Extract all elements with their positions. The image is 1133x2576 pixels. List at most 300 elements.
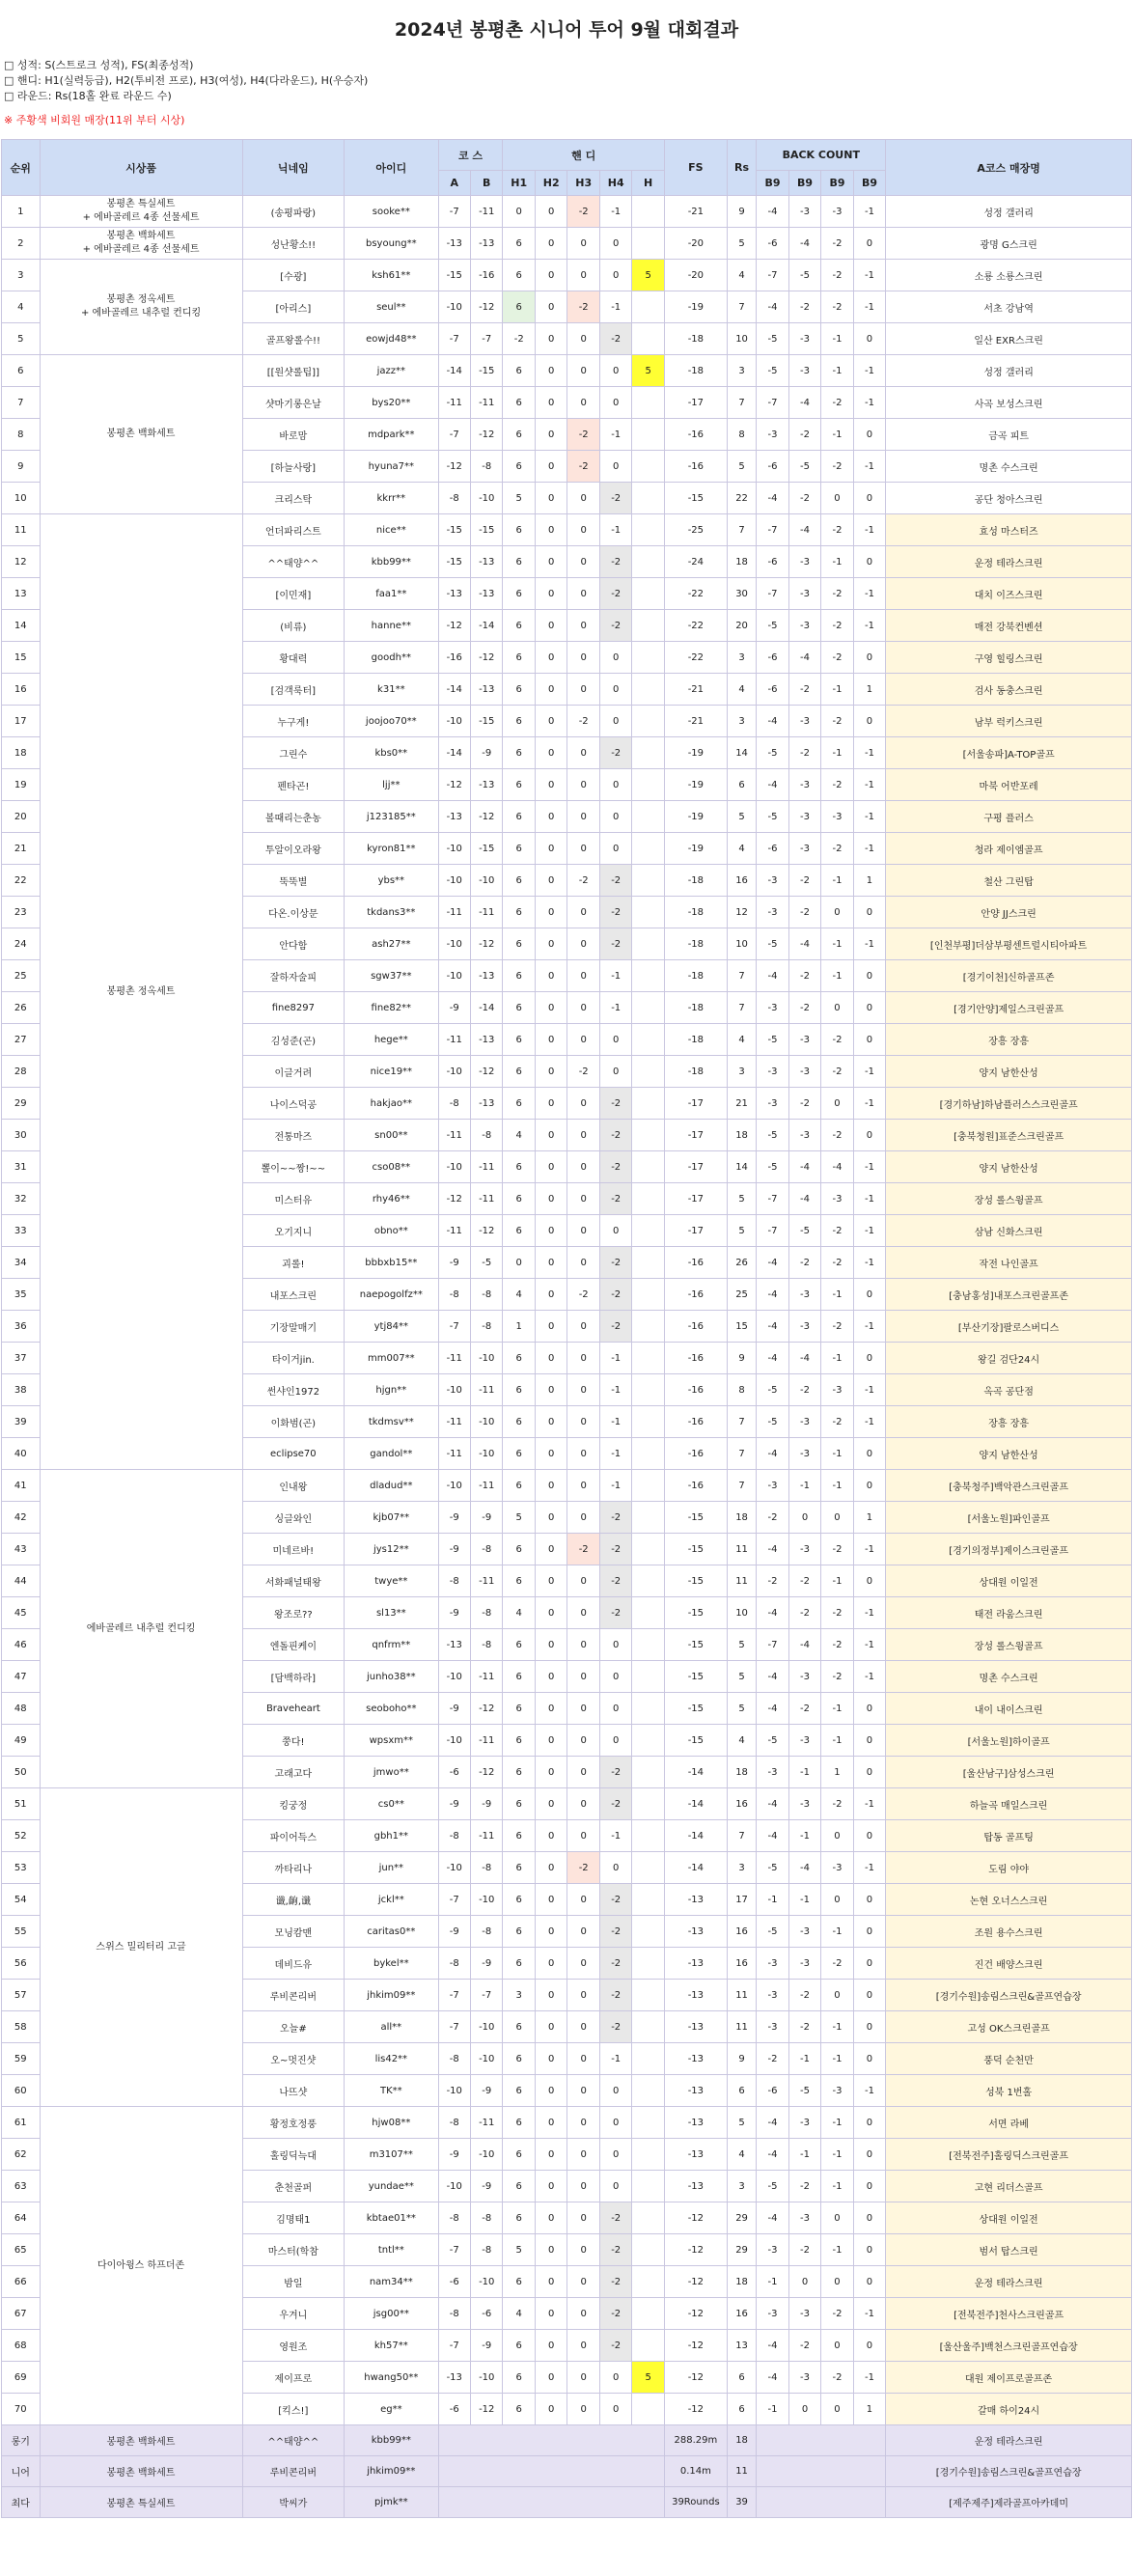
rank-cell: 18 <box>2 737 41 769</box>
rank-cell: 15 <box>2 642 41 674</box>
handi-h4-cell: 0 <box>599 1629 631 1661</box>
handi-h2-cell: 0 <box>535 1311 566 1343</box>
id-cell: wpsxm** <box>345 1725 438 1757</box>
backcount-cell: -3 <box>757 1470 788 1502</box>
handi-h3-cell: 0 <box>567 2266 599 2298</box>
table-body <box>2 196 1132 2518</box>
store-cell: 명촌 수스크린 <box>886 1661 1132 1693</box>
backcount-cell: -2 <box>821 1534 853 1565</box>
backcount-cell: -3 <box>757 1088 788 1120</box>
fs-cell: -14 <box>664 1788 727 1820</box>
course-b-cell: -7 <box>471 1980 503 2011</box>
backcount-cell: -7 <box>757 514 788 546</box>
handi-h1-cell: 6 <box>503 355 535 387</box>
id-cell: hanne** <box>345 610 438 642</box>
backcount-cell: -1 <box>853 1852 886 1884</box>
handi-h1-cell: 6 <box>503 674 535 706</box>
course-b-cell: -10 <box>471 1406 503 1438</box>
store-cell: 사곡 보성스크린 <box>886 387 1132 419</box>
course-a-cell: -7 <box>438 2330 470 2362</box>
course-b-cell: -12 <box>471 928 503 960</box>
handi-h-cell <box>632 1980 664 2011</box>
course-b-cell: -9 <box>471 737 503 769</box>
store-cell: 양지 남한산성 <box>886 1056 1132 1088</box>
course-a-cell: -7 <box>438 2234 470 2266</box>
backcount-cell: -1 <box>853 1215 886 1247</box>
fs-cell: -15 <box>664 1565 727 1597</box>
handi-h1-cell: 6 <box>503 1534 535 1565</box>
backcount-cell: -4 <box>757 2139 788 2171</box>
handi-h4-cell: -2 <box>599 483 631 514</box>
handi-h1-cell: 4 <box>503 2298 535 2330</box>
rank-cell: 10 <box>2 483 41 514</box>
handi-h-cell <box>632 514 664 546</box>
rs-cell: 11 <box>727 1534 756 1565</box>
fs-cell: -19 <box>664 833 727 865</box>
course-a-cell: -10 <box>438 1852 470 1884</box>
table-row <box>2 1788 1132 1820</box>
handi-h2-cell: 0 <box>535 483 566 514</box>
handi-h-cell <box>632 897 664 928</box>
handi-h3-cell: 0 <box>567 1884 599 1916</box>
handi-h3-cell: -2 <box>567 196 599 228</box>
id-cell: eowjd48** <box>345 323 438 355</box>
backcount-cell: -1 <box>853 1247 886 1279</box>
course-b-cell: -13 <box>471 1088 503 1120</box>
backcount-cell: -2 <box>788 1565 820 1597</box>
handi-h3-cell: 0 <box>567 1374 599 1406</box>
fs-cell: -12 <box>664 2266 727 2298</box>
handi-h-cell <box>632 801 664 833</box>
course-a-cell: -11 <box>438 1215 470 1247</box>
backcount-cell: -1 <box>788 2043 820 2075</box>
handi-h4-cell: 0 <box>599 1024 631 1056</box>
backcount-cell: 1 <box>853 2394 886 2425</box>
fs-cell: -19 <box>664 769 727 801</box>
handi-h3-cell: 0 <box>567 801 599 833</box>
fs-cell: -16 <box>664 1247 727 1279</box>
handi-h4-cell: -2 <box>599 2011 631 2043</box>
header-prize: 시상품 <box>40 140 242 196</box>
nickname-cell: [이민재] <box>242 578 345 610</box>
handi-h1-cell: 6 <box>503 1693 535 1725</box>
backcount-cell: 0 <box>853 1470 886 1502</box>
handi-h4-cell: -2 <box>599 546 631 578</box>
rank-cell: 41 <box>2 1470 41 1502</box>
course-b-cell: -8 <box>471 1629 503 1661</box>
backcount-cell: -1 <box>853 578 886 610</box>
prize-cell: 봉평촌 백화세트 + 에바골레르 4종 선물세트 <box>40 228 242 260</box>
nickname-cell: 오~멋진샷 <box>242 2043 345 2075</box>
rank-cell: 5 <box>2 323 41 355</box>
backcount-cell: -4 <box>757 1279 788 1311</box>
id-cell: nam34** <box>345 2266 438 2298</box>
backcount-cell: -1 <box>821 1470 853 1502</box>
handi-h1-cell: 6 <box>503 2139 535 2171</box>
backcount-cell: -7 <box>757 260 788 291</box>
handi-h3-cell: 0 <box>567 1757 599 1788</box>
backcount-cell: -4 <box>821 1151 853 1183</box>
handi-h3-cell: 0 <box>567 2011 599 2043</box>
nickname-cell: 왕조로?? <box>242 1597 345 1629</box>
handi-h-cell <box>632 1120 664 1151</box>
nickname-cell: 파이어득스 <box>242 1820 345 1852</box>
handi-h2-cell: 0 <box>535 1884 566 1916</box>
course-a-cell: -8 <box>438 1279 470 1311</box>
handi-h-cell <box>632 1247 664 1279</box>
handi-h1-cell: 6 <box>503 546 535 578</box>
nickname-cell: 다온.이상문 <box>242 897 345 928</box>
rs-cell: 7 <box>727 387 756 419</box>
rank-cell: 33 <box>2 1215 41 1247</box>
backcount-cell: -4 <box>757 1693 788 1725</box>
fs-cell: -18 <box>664 928 727 960</box>
store-cell: [경기하남]하남플러스스크린골프 <box>886 1088 1132 1120</box>
id-cell: sl13** <box>345 1597 438 1629</box>
table-row <box>2 355 1132 387</box>
backcount-cell: -2 <box>821 260 853 291</box>
handi-h1-cell: 6 <box>503 451 535 483</box>
store-cell: [경기안양]제일스크린골프 <box>886 992 1132 1024</box>
backcount-cell: -1 <box>821 2043 853 2075</box>
handi-h2-cell: 0 <box>535 2075 566 2107</box>
handi-h-cell <box>632 451 664 483</box>
nickname-cell: 홀링딕늑대 <box>242 2139 345 2171</box>
rank-cell: 51 <box>2 1788 41 1820</box>
fs-cell: -18 <box>664 355 727 387</box>
course-b-cell: -15 <box>471 706 503 737</box>
handi-h2-cell: 0 <box>535 578 566 610</box>
handi-h-cell <box>632 2298 664 2330</box>
handi-h3-cell: 0 <box>567 2107 599 2139</box>
handi-h-cell <box>632 1438 664 1470</box>
handi-h1-cell: 6 <box>503 833 535 865</box>
course-a-cell: -13 <box>438 2362 470 2394</box>
rs-cell: 16 <box>727 1948 756 1980</box>
rs-cell: 10 <box>727 323 756 355</box>
handi-h3-cell: 0 <box>567 960 599 992</box>
backcount-cell: 0 <box>821 897 853 928</box>
backcount-cell: -1 <box>853 737 886 769</box>
store-cell: 안양 JJ스크린 <box>886 897 1132 928</box>
id-cell: jmwo** <box>345 1757 438 1788</box>
backcount-cell: -4 <box>757 960 788 992</box>
handi-h2-cell: 0 <box>535 260 566 291</box>
nickname-cell: 언더파리스트 <box>242 514 345 546</box>
backcount-cell: -1 <box>821 2171 853 2202</box>
backcount-cell: -2 <box>821 1629 853 1661</box>
empty-cell <box>438 2456 664 2487</box>
backcount-cell: -2 <box>788 1374 820 1406</box>
handi-h-cell <box>632 706 664 737</box>
handi-h-cell <box>632 1215 664 1247</box>
rank-cell: 70 <box>2 2394 41 2425</box>
handi-h2-cell: 0 <box>535 196 566 228</box>
handi-h2-cell: 0 <box>535 2202 566 2234</box>
header-h2: H2 <box>535 171 566 196</box>
handi-h-cell <box>632 992 664 1024</box>
id-cell: yundae** <box>345 2171 438 2202</box>
handi-h1-cell: 6 <box>503 1374 535 1406</box>
backcount-cell: -6 <box>757 228 788 260</box>
backcount-cell: -1 <box>853 196 886 228</box>
fs-cell: -18 <box>664 992 727 1024</box>
handi-h4-cell: -1 <box>599 1470 631 1502</box>
id-cell: hege** <box>345 1024 438 1056</box>
fs-cell: -16 <box>664 1374 727 1406</box>
backcount-cell: -2 <box>788 1088 820 1120</box>
rs-cell: 18 <box>727 1120 756 1151</box>
backcount-cell: -1 <box>853 833 886 865</box>
backcount-cell: -3 <box>788 1120 820 1151</box>
backcount-cell: -2 <box>821 1788 853 1820</box>
rs-cell: 16 <box>727 2298 756 2330</box>
nickname-cell: 나이스덕공 <box>242 1088 345 1120</box>
backcount-cell: -1 <box>821 2234 853 2266</box>
handi-h4-cell: -2 <box>599 1279 631 1311</box>
handi-h4-cell: -2 <box>599 928 631 960</box>
backcount-cell: -1 <box>821 1916 853 1948</box>
backcount-cell: -1 <box>853 1056 886 1088</box>
id-cell: qnfrm** <box>345 1629 438 1661</box>
rank-cell: 31 <box>2 1151 41 1183</box>
backcount-cell: -1 <box>853 355 886 387</box>
handi-h2-cell: 0 <box>535 1948 566 1980</box>
rs-cell: 11 <box>727 2011 756 2043</box>
handi-h3-cell: -2 <box>567 1056 599 1088</box>
handi-h-cell <box>632 1629 664 1661</box>
handi-h3-cell: 0 <box>567 260 599 291</box>
backcount-cell: -1 <box>853 928 886 960</box>
id-cell: jckl** <box>345 1884 438 1916</box>
course-a-cell: -9 <box>438 1534 470 1565</box>
backcount-cell: -4 <box>788 1629 820 1661</box>
fs-cell: -19 <box>664 291 727 323</box>
handi-h3-cell: 0 <box>567 2234 599 2266</box>
handi-h-cell <box>632 546 664 578</box>
handi-h3-cell: 0 <box>567 642 599 674</box>
handi-h1-cell: 6 <box>503 228 535 260</box>
handi-h4-cell: -2 <box>599 1247 631 1279</box>
course-b-cell: -15 <box>471 514 503 546</box>
handi-h3-cell: 0 <box>567 897 599 928</box>
handi-h2-cell: 0 <box>535 897 566 928</box>
backcount-cell: -1 <box>853 610 886 642</box>
backcount-cell: -3 <box>788 1311 820 1343</box>
backcount-cell: -4 <box>788 1852 820 1884</box>
handi-h1-cell: 6 <box>503 897 535 928</box>
backcount-cell: -2 <box>788 291 820 323</box>
fs-cell: -18 <box>664 897 727 928</box>
handi-h3-cell: 0 <box>567 1788 599 1820</box>
handi-h4-cell: -2 <box>599 2330 631 2362</box>
fs-cell: -16 <box>664 1406 727 1438</box>
rs-cell: 7 <box>727 960 756 992</box>
id-cell: sgw37** <box>345 960 438 992</box>
handi-h1-cell: 3 <box>503 1980 535 2011</box>
backcount-cell: -1 <box>821 1725 853 1757</box>
backcount-cell: 0 <box>821 992 853 1024</box>
rank-cell: 54 <box>2 1884 41 1916</box>
fs-cell: -18 <box>664 323 727 355</box>
handi-h3-cell: 0 <box>567 514 599 546</box>
id-cell: mdpark** <box>345 419 438 451</box>
legend <box>0 39 1133 139</box>
course-a-cell: -12 <box>438 610 470 642</box>
fs-cell: -13 <box>664 1884 727 1916</box>
id-cell: ksh61** <box>345 260 438 291</box>
backcount-cell: -4 <box>757 1247 788 1279</box>
nickname-cell: 그린수 <box>242 737 345 769</box>
backcount-cell: -3 <box>788 1948 820 1980</box>
rank-cell: 62 <box>2 2139 41 2171</box>
backcount-cell: -3 <box>757 2298 788 2330</box>
handi-h2-cell: 0 <box>535 291 566 323</box>
nickname-cell: 뚝뚝별 <box>242 865 345 897</box>
course-a-cell: -9 <box>438 1597 470 1629</box>
empty-cell <box>757 2456 886 2487</box>
store-cell: 양지 남한산성 <box>886 1151 1132 1183</box>
fs-cell: -16 <box>664 1343 727 1374</box>
handi-h3-cell: 0 <box>567 1215 599 1247</box>
backcount-cell: -1 <box>821 737 853 769</box>
rank-cell: 23 <box>2 897 41 928</box>
handi-h2-cell: 0 <box>535 2171 566 2202</box>
course-b-cell: -15 <box>471 833 503 865</box>
handi-h4-cell: -2 <box>599 1916 631 1948</box>
backcount-cell: 0 <box>853 323 886 355</box>
nickname-cell: 펜타곤! <box>242 769 345 801</box>
nickname-cell: 미네르바! <box>242 1534 345 1565</box>
handi-h2-cell: 0 <box>535 228 566 260</box>
handi-h1-cell: 6 <box>503 1916 535 1948</box>
fs-cell: -17 <box>664 1088 727 1120</box>
backcount-cell: -2 <box>821 1215 853 1247</box>
handi-h3-cell: 0 <box>567 2298 599 2330</box>
backcount-cell: -1 <box>821 1343 853 1374</box>
backcount-cell: 0 <box>853 483 886 514</box>
backcount-cell: -5 <box>757 2171 788 2202</box>
backcount-cell: -1 <box>788 2139 820 2171</box>
backcount-cell: -1 <box>853 387 886 419</box>
store-cell: [경기수원]송림스크린&골프연습장 <box>886 1980 1132 2011</box>
header-b9: B9 <box>821 171 853 196</box>
rs-cell: 7 <box>727 1470 756 1502</box>
handi-h1-cell: -2 <box>503 323 535 355</box>
backcount-cell: -4 <box>788 228 820 260</box>
legend-line: □ 라운드: Rs(18홀 완료 라운드 수) <box>4 90 172 102</box>
rs-cell: 12 <box>727 897 756 928</box>
handi-h-cell: 5 <box>632 260 664 291</box>
id-cell: k31** <box>345 674 438 706</box>
store-cell: 고성 OK스크린골프 <box>886 2011 1132 2043</box>
id-cell: jhkim09** <box>345 2456 438 2487</box>
handi-h4-cell: -2 <box>599 1502 631 1534</box>
backcount-cell: 0 <box>821 1502 853 1534</box>
course-a-cell: -9 <box>438 1916 470 1948</box>
handi-h3-cell: 0 <box>567 1406 599 1438</box>
handi-h-cell <box>632 1852 664 1884</box>
rs-cell: 16 <box>727 1788 756 1820</box>
backcount-cell: -5 <box>788 2075 820 2107</box>
backcount-cell: -5 <box>757 1406 788 1438</box>
fs-cell: -17 <box>664 1183 727 1215</box>
award-type-cell: 최다 <box>2 2487 41 2518</box>
backcount-cell: -4 <box>757 1311 788 1343</box>
id-cell: jun** <box>345 1852 438 1884</box>
record-cell: 288.29m <box>664 2425 727 2456</box>
handi-h3-cell: 0 <box>567 323 599 355</box>
handi-h2-cell: 0 <box>535 642 566 674</box>
store-cell: 장흥 장흥 <box>886 1406 1132 1438</box>
handi-h-cell <box>632 610 664 642</box>
handi-h4-cell: -2 <box>599 1120 631 1151</box>
backcount-cell: -1 <box>853 514 886 546</box>
handi-h2-cell: 0 <box>535 1502 566 1534</box>
handi-h2-cell: 0 <box>535 1565 566 1597</box>
backcount-cell: 0 <box>853 2011 886 2043</box>
nickname-cell: 박씨가 <box>242 2487 345 2518</box>
handi-h4-cell: -2 <box>599 1565 631 1597</box>
handi-h1-cell: 6 <box>503 1088 535 1120</box>
backcount-cell: 0 <box>853 1980 886 2011</box>
course-b-cell: -8 <box>471 1534 503 1565</box>
fs-cell: -17 <box>664 387 727 419</box>
handi-h3-cell: 0 <box>567 1948 599 1980</box>
handi-h-cell <box>632 1565 664 1597</box>
handi-h-cell <box>632 1088 664 1120</box>
rank-cell: 8 <box>2 419 41 451</box>
handi-h4-cell: 0 <box>599 1693 631 1725</box>
header-h4: H4 <box>599 171 631 196</box>
backcount-cell: -3 <box>788 1661 820 1693</box>
backcount-cell: -2 <box>788 674 820 706</box>
rs-cell: 3 <box>727 2171 756 2202</box>
handi-h4-cell: 0 <box>599 260 631 291</box>
store-cell: 남부 럭키스크린 <box>886 706 1132 737</box>
header-b9: B9 <box>757 171 788 196</box>
backcount-cell: -2 <box>788 1693 820 1725</box>
header-b9: B9 <box>788 171 820 196</box>
handi-h-cell <box>632 2202 664 2234</box>
course-a-cell: -6 <box>438 2394 470 2425</box>
handi-h1-cell: 0 <box>503 196 535 228</box>
backcount-cell: -1 <box>757 2394 788 2425</box>
course-b-cell: -10 <box>471 2043 503 2075</box>
results-table <box>1 139 1132 2518</box>
handi-h-cell <box>632 1884 664 1916</box>
backcount-cell: 1 <box>821 1757 853 1788</box>
handi-h4-cell: -1 <box>599 1438 631 1470</box>
handi-h-cell <box>632 960 664 992</box>
backcount-cell: 0 <box>853 2171 886 2202</box>
handi-h-cell <box>632 483 664 514</box>
fs-cell: -22 <box>664 578 727 610</box>
nickname-cell: 황대력 <box>242 642 345 674</box>
backcount-cell: -4 <box>788 1151 820 1183</box>
course-b-cell: -10 <box>471 483 503 514</box>
handi-h2-cell: 0 <box>535 514 566 546</box>
nickname-cell: [담백하라] <box>242 1661 345 1693</box>
handi-h3-cell: 0 <box>567 769 599 801</box>
rs-cell: 7 <box>727 1406 756 1438</box>
nickname-cell: [하늘사랑] <box>242 451 345 483</box>
fs-cell: -24 <box>664 546 727 578</box>
handi-h2-cell: 0 <box>535 737 566 769</box>
backcount-cell: -4 <box>757 1438 788 1470</box>
handi-h4-cell: 0 <box>599 706 631 737</box>
nickname-cell: 누구게! <box>242 706 345 737</box>
